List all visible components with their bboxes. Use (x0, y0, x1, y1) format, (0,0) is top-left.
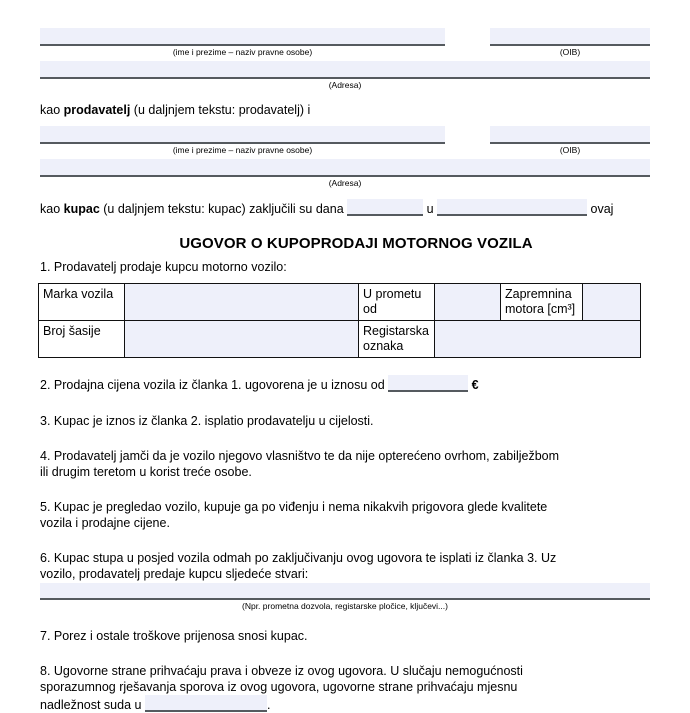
handover-items-caption: (Npr. prometna dozvola, registarske pločice, ključevi...) (242, 601, 448, 611)
label-broj-sasije: Broj šasije (39, 321, 125, 358)
page-title: UGOVOR O KUPOPRODAJI MOTORNOG VOZILA (179, 235, 533, 252)
seller-name-caption: (ime i prezime – naziv pravne osobe) (172, 47, 313, 57)
buyer-role-prefix: kao (40, 202, 64, 216)
seller-role-line (0, 102, 690, 118)
buyer-role-end: ovaj (590, 202, 614, 216)
table-row (39, 321, 641, 358)
label-registarska-oznaka: Registarska oznaka (359, 321, 435, 358)
seller-block (0, 0, 690, 91)
buyer-role-line (0, 199, 690, 217)
clause-5: 5. Kupac je pregledao vozilo, kupuje ga po viđenju i nema nikakvih prigovora glede kvalitete vozila i prodajne cijene. (40, 500, 548, 530)
buyer-block (0, 118, 690, 189)
seller-role-bold: prodavatelj (63, 103, 131, 117)
buyer-oib-caption: (OIB) (559, 145, 581, 155)
price-amount-input[interactable] (388, 375, 468, 392)
clause-8 (0, 663, 600, 713)
clause-8-text: 8. Ugovorne strane prihvaćaju prava i obveze iz ovog ugovora. U slučaju nemogućnosti sporazumnog rješavanja sporova iz ovog ugovora, ugovorne strane prihvaćaju mjesnu nadležnost suda u (40, 664, 523, 712)
buyer-role-mid: (u daljnjem tekstu: kupac) zaključili su dana (99, 202, 348, 216)
seller-oib-input[interactable] (490, 28, 650, 46)
buyer-address-caption: (Adresa) (328, 178, 362, 188)
input-zapremnina-motora[interactable] (583, 284, 641, 321)
clause-1: 1. Prodavatelj prodaje kupcu motorno vozilo: (40, 260, 287, 274)
buyer-role-bold: kupac (63, 202, 100, 216)
input-broj-sasije[interactable] (125, 321, 359, 358)
currency-symbol: € (471, 378, 479, 392)
seller-address-input[interactable] (40, 61, 650, 79)
seller-role-suffix: (u daljnjem tekstu: prodavatelj) i (130, 103, 311, 117)
clause-2-prefix: 2. Prodajna cijena vozila iz članka 1. ugovorena je u iznosu od (40, 378, 385, 392)
input-marka-vozila[interactable] (125, 284, 359, 321)
clause-4: 4. Prodavatelj jamči da je vozilo njegovo vlasništvo te da nije opterećeno ovrhom, zabilježbom ili drugim teretom u korist treće osobe. (40, 449, 560, 479)
seller-role-prefix: kao (40, 103, 64, 117)
label-u-prometu-od: U prometu od (359, 284, 435, 321)
clause-7: 7. Porez i ostale troškove prijenosa snosi kupac. (40, 629, 308, 643)
buyer-name-input[interactable] (40, 126, 445, 144)
seller-address-caption: (Adresa) (328, 80, 362, 90)
table-row (39, 284, 641, 321)
handover-items-input[interactable] (40, 583, 650, 600)
label-marka-vozila: Marka vozila (39, 284, 125, 321)
clause-6: 6. Kupac stupa u posjed vozila odmah po zaključivanju ovog ugovora te isplati iz članka 3. Uz vozilo, prodavatelj predaje kupcu sljedeće stvari: (40, 551, 557, 581)
input-u-prometu-od[interactable] (435, 284, 501, 321)
seller-name-input[interactable] (40, 28, 445, 46)
seller-oib-caption: (OIB) (559, 47, 581, 57)
clause-3: 3. Kupac je iznos iz članka 2. isplatio prodavatelju u cijelosti. (40, 414, 374, 428)
buyer-role-u: u (426, 202, 434, 216)
vehicle-table (38, 283, 641, 358)
contract-place-input[interactable] (437, 199, 587, 216)
buyer-address-input[interactable] (40, 159, 650, 177)
buyer-oib-input[interactable] (490, 126, 650, 144)
input-registarska-oznaka[interactable] (435, 321, 641, 358)
clause-2 (0, 375, 690, 393)
label-zapremnina-motora: Zapremnina motora [cm³] (501, 284, 583, 321)
contract-date-input[interactable] (347, 199, 423, 216)
court-location-input[interactable] (145, 695, 267, 712)
buyer-name-caption: (ime i prezime – naziv pravne osobe) (172, 145, 313, 155)
clause-8-period: . (266, 698, 271, 712)
